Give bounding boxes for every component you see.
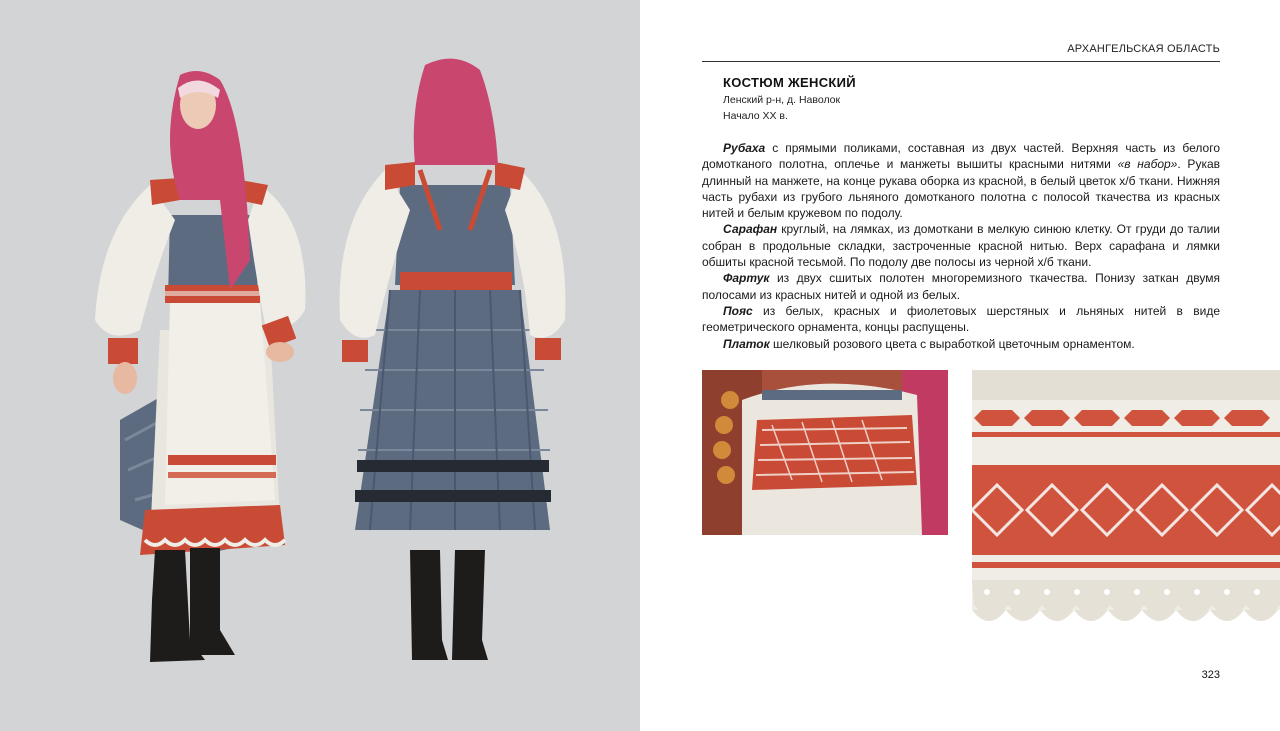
paragraph-scarf (702, 336, 1220, 352)
page-number: 323 (1201, 669, 1220, 681)
hem-weave-photo (972, 370, 1280, 640)
paragraph-shirt (702, 140, 1220, 221)
paragraph-shirt-text-2: . Рукав длинный на манжете, на конце рукава оборка из красной, в белый цветок х/б ткани. Нижняя часть рубахи из грубого льняного домотканого полотна с полосой ткачества из красных нитей и белым кружевом по подолу. (702, 157, 1221, 221)
sleeve-embroidery-photo (702, 370, 948, 535)
paragraph-scarf-text: шелковый розового цвета с выработкой цветочным орнаментом. (769, 336, 1135, 351)
paragraph-apron (702, 270, 1220, 303)
term-shirt: Рубаха (723, 141, 766, 155)
paragraph-apron-text: из двух сшитых полотен многоремизного ткачества. Понизу заткан двумя полосами из красных нитей и одной из белых. (702, 271, 1220, 302)
description-text (702, 140, 1220, 352)
paragraph-sarafan-text: круглый, на лямках, из домоткани в мелкую синюю клетку. От груди до талии собран в продольные складки, застроченные красной нитью. Верх сарафана и лямки обшиты красной тесьмой. По подолу две полосы из черной х/б ткани. (702, 222, 1220, 270)
location-line: Ленский р-н, д. Наволок (723, 94, 841, 106)
paragraph-belt (702, 303, 1220, 336)
header-rule (702, 61, 1220, 62)
paragraph-belt-text: из белых, красных и фиолетовых шерстяных и льняных нитей в виде геометрического орнамента, концы распущены. (702, 303, 1220, 335)
term-scarf: Платок (723, 336, 770, 351)
page-title: КОСТЮМ ЖЕНСКИЙ (723, 75, 856, 90)
term-belt: Пояс (723, 303, 753, 318)
paragraph-shirt-text: с прямыми поликами, составная из двух частей. Верхняя часть из белого домотканого полотна, оплечье и манжеты вышиты красными нитями (702, 141, 1220, 172)
costume-back-photo (330, 0, 590, 731)
section-header: АРХАНГЕЛЬСКАЯ ОБЛАСТЬ (1067, 43, 1220, 55)
paragraph-sarafan (702, 221, 1220, 270)
quote-v-nabor: «в набор» (1117, 157, 1178, 172)
term-apron: Фартук (723, 271, 770, 286)
term-sarafan: Сарафан (723, 222, 778, 237)
right-page (640, 0, 1280, 731)
date-line: Начало XX в. (723, 110, 788, 122)
